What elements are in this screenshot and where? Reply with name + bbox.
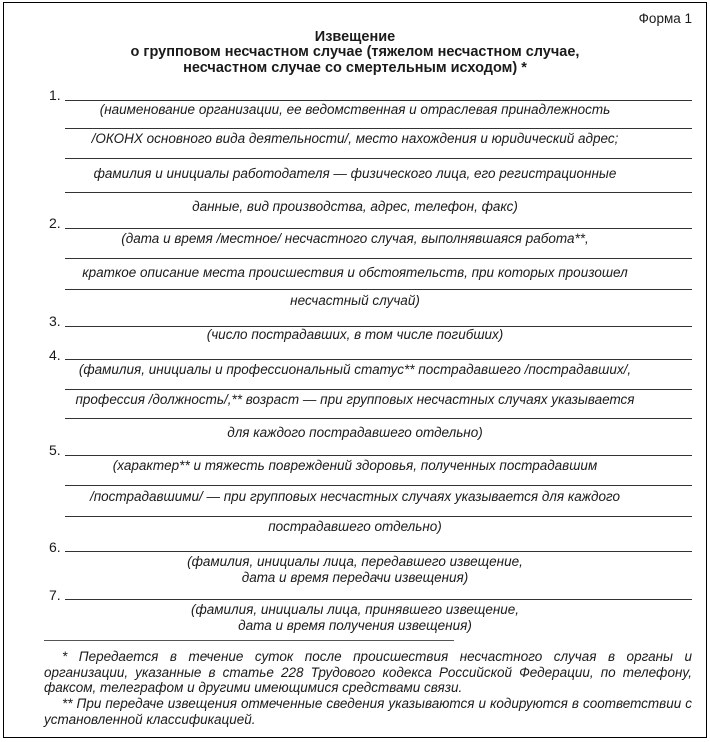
notification-form-page [3,2,707,738]
item-1-number: 1. [49,87,61,103]
item-1-hint-4: данные, вид производства, адрес, телефон, факс) [192,199,518,214]
item-5-field-line2[interactable] [65,485,692,486]
footnote-1: * Передается в течение суток после происшествия несчастного случая в органы и организации, указанные в статье 228 Трудового кодекса Российской Федерации, по телефону, факсом, телеграфом и другими имеющимися средствами связи. [44,649,692,696]
item-6-number: 6. [49,539,61,555]
item-4-field[interactable] [65,359,692,360]
item-1-field-line2[interactable] [65,128,692,129]
item-2-field-line2[interactable] [65,258,692,259]
item-2-hint-3: несчастный случай) [290,293,420,308]
item-1-field[interactable] [65,100,692,101]
item-3-number: 3. [49,313,61,329]
item-7-number: 7. [49,587,61,603]
footnote-2: ** При передаче извещения отмеченные сведения указываются и кодируются в соответствии с установленной классификацией. [44,696,692,727]
form-subtitle-line2: несчастном случае со смертельным исходом) * [183,60,527,76]
form-label: Форма 1 [638,11,692,26]
item-4-hint-1: (фамилия, инициалы и профессиональный статус** пострадавшего /пострадавших/, [78,362,632,377]
item-4-number: 4. [49,347,61,363]
item-6-hint-1: (фамилия, инициалы лица, передавшего извещение, [187,554,523,569]
form-subtitle-line1: о групповом несчастном случае (тяжелом несчастном случае, [130,44,580,60]
item-1-hint-1: (наименование организации, ее ведомственная и отраслевая принадлежность [99,102,611,117]
item-2-field[interactable] [65,228,692,229]
item-5-hint-1: (характер** и тяжесть повреждений здоровья, полученных пострадавшим [112,458,598,473]
item-2-number: 2. [49,215,61,231]
item-7-field[interactable] [65,599,692,600]
item-4-hint-3: для каждого пострадавшего отдельно) [227,425,483,440]
item-4-field-line3[interactable] [65,418,692,419]
item-5-hint-2: /пострадавшими/ — при групповых несчастных случаях указывается для каждого [89,489,621,504]
item-5-field-line3[interactable] [65,516,692,517]
item-3-hint-1: (число пострадавших, в том числе погибших) [206,327,504,342]
item-7-hint-2: дата и время получения извещения) [238,618,472,633]
item-5-number: 5. [49,442,61,458]
item-6-hint-2: дата и время передачи извещения) [241,570,469,585]
item-4-hint-2: профессия /должность/,** возраст — при групповых несчастных случаях указывается [75,392,635,407]
item-4-field-line2[interactable] [65,389,692,390]
item-7-hint-1: (фамилия, инициалы лица, принявшего извещение, [190,602,520,617]
item-5-field[interactable] [65,455,692,456]
item-1-field-line3[interactable] [65,158,692,159]
form-title: Извещение [314,29,396,45]
item-1-hint-2: /ОКОНХ основного вида деятельности/, место нахождения и юридический адрес; [91,131,619,146]
item-2-field-line3[interactable] [65,289,692,290]
item-1-field-line4[interactable] [65,192,692,193]
item-2-hint-1: (дата и время /местное/ несчастного случая, выполнявшаяся работа**, [121,231,589,246]
item-6-field[interactable] [65,551,692,552]
item-1-hint-3: фамилия и инициалы работодателя — физического лица, его регистрационные [93,166,617,181]
footnote-separator [44,640,454,641]
item-5-hint-3: пострадавшего отдельно) [268,519,442,534]
item-2-hint-2: краткое описание места происшествия и обстоятельств, при которых произошел [82,265,628,280]
